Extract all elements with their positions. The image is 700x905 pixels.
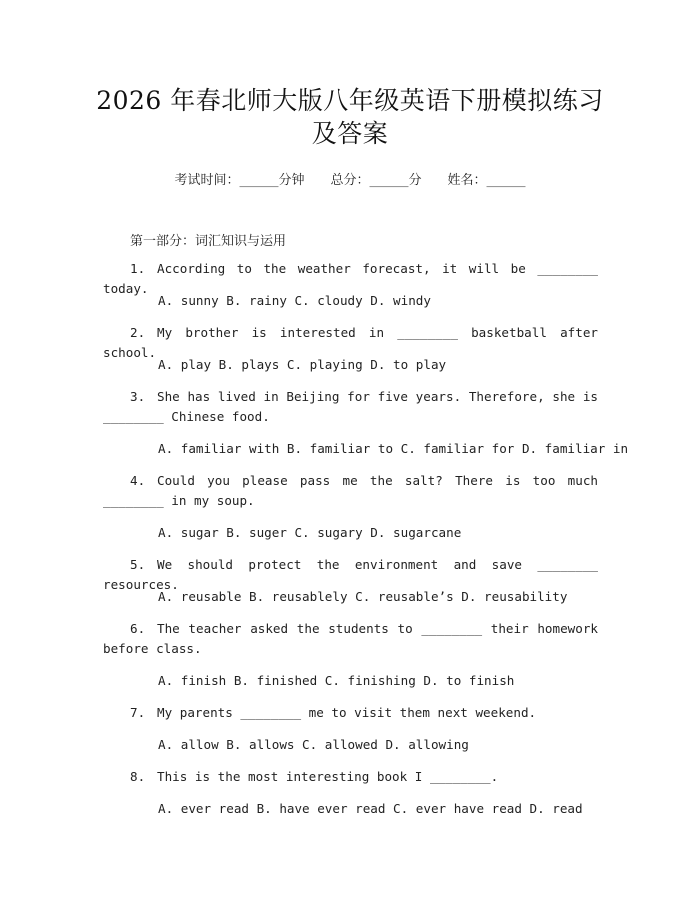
question-text: Could you please pass me the salt? There is too much ________ in my soup.: [103, 473, 598, 508]
question-text: My brother is interested in ________ basketball after school.: [103, 325, 598, 360]
question-number: 4.: [130, 473, 146, 488]
document-title-line-1: 2026 年春北师大版八年级英语下册模拟练习: [96, 86, 604, 115]
question-text: My parents ________ me to visit them next weekend.: [157, 705, 537, 720]
question-6: [103, 619, 598, 659]
question-text: We should protect the environment and save ________ resources.: [103, 557, 598, 592]
question-text: She has lived in Beijing for five years. Therefore, she is ________ Chinese food.: [103, 389, 598, 424]
question-8-options: A. ever read B. have ever read C. ever have read D. read: [158, 801, 583, 816]
question-2-options: A. play B. plays C. playing D. to play: [158, 357, 447, 372]
question-number: 1.: [130, 261, 146, 276]
section-heading: 第一部分：词汇知识与运用: [130, 234, 287, 249]
question-text: According to the weather forecast, it will be ________ today.: [103, 261, 598, 296]
question-3-options: A. familiar with B. familiar to C. familiar for D. familiar in: [158, 441, 629, 456]
total-score-field: 总分：______分: [330, 173, 422, 188]
question-3: [103, 387, 598, 427]
exam-meta: [0, 169, 700, 188]
exam-time-field: 考试时间：______分钟: [174, 173, 305, 188]
question-number: 8.: [130, 769, 146, 784]
question-4-options: A. sugar B. suger C. sugary D. sugarcane: [158, 525, 462, 540]
question-number: 5.: [130, 557, 146, 572]
question-number: 7.: [130, 705, 146, 720]
question-text: The teacher asked the students to ________ their homework before class.: [103, 621, 598, 656]
question-number: 2.: [130, 325, 146, 340]
question-1-options: A. sunny B. rainy C. cloudy D. windy: [158, 293, 431, 308]
question-8: [103, 767, 598, 787]
question-6-options: A. finish B. finished C. finishing D. to finish: [158, 673, 515, 688]
question-7-options: A. allow B. allows C. allowed D. allowing: [158, 737, 469, 752]
question-number: 3.: [130, 389, 146, 404]
question-4: [103, 471, 598, 511]
document-title-line-2: 及答案: [311, 119, 389, 148]
question-text: This is the most interesting book I ________.: [157, 769, 499, 784]
student-name-field: 姓名：______: [447, 173, 526, 188]
question-5-options: A. reusable B. reusablely C. reusable’s D. reusability: [158, 589, 568, 604]
question-number: 6.: [130, 621, 146, 636]
question-7: [103, 703, 598, 723]
